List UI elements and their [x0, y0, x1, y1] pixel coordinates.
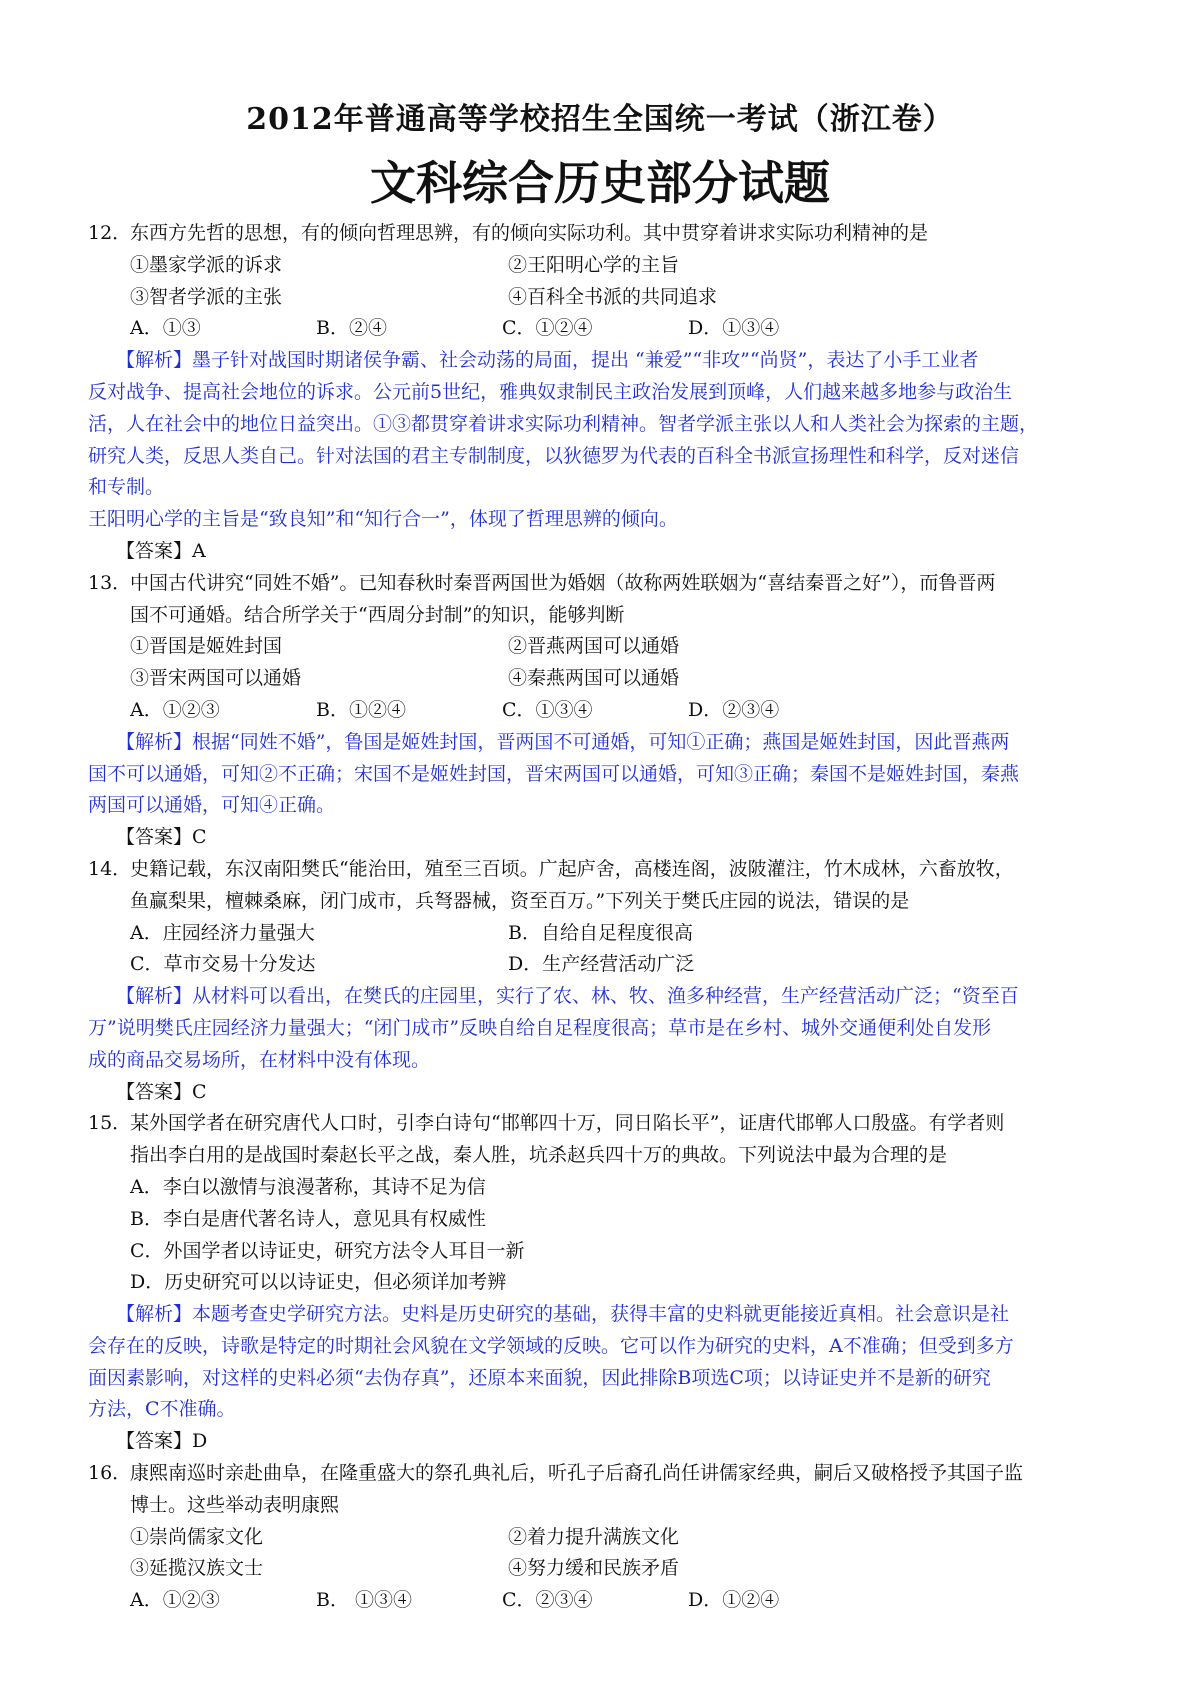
- statement-item: ③智者学派的主张: [130, 285, 283, 308]
- statement-item: ②着力提升满族文化: [508, 1525, 680, 1548]
- question-text: 康熙南巡时亲赴曲阜，在隆重盛大的祭孔典礼后，听孔子后裔孔尚任讲儒家经典，嗣后又破格授予其国子监: [130, 1462, 1024, 1485]
- analysis-line: 两国可以通婚，可知④正确。: [88, 794, 336, 817]
- analysis-line: 面因素影响，对这样的史料必须“去伪存真”，还原本来面貌，因此排除B项选C项；以诗证史并不是新的研究: [88, 1366, 991, 1389]
- choice-d: D．②③④: [688, 698, 780, 721]
- choice-d: D．①②④: [688, 1589, 780, 1612]
- option-row: [88, 250, 1118, 282]
- question-text: 指出李白用的是战国时秦赵长平之战，秦人胜，坑杀赵兵四十万的典故。下列说法中最为合理的是: [130, 1144, 948, 1167]
- choice-b: B．②④: [316, 317, 387, 340]
- analysis-line: 万”说明樊氏庄园经济力量强大；“闭门成市”反映自给自足程度很高；草市是在乡村、城外交通便利处自发形: [88, 1016, 992, 1039]
- choice-row: [88, 313, 1118, 345]
- choice-b: B． ①③④: [316, 1589, 413, 1612]
- statement-item: ④努力缓和民族矛盾: [508, 1557, 680, 1580]
- question-number: 15．: [88, 1112, 132, 1135]
- choice-b: B．自给自足程度很高: [508, 921, 693, 944]
- exam-subtitle: 文科综合历史部分试题: [370, 156, 830, 210]
- choice-d: D．生产经营活动广泛: [508, 953, 695, 976]
- option-row: [88, 1522, 1118, 1554]
- statement-item: ②王阳明心学的主旨: [508, 253, 680, 276]
- statement-item: ④秦燕两国可以通婚: [508, 667, 680, 690]
- choice-a: A．李白以激情与浪漫著称，其诗不足为信: [130, 1175, 486, 1198]
- statement-item: ③延揽汉族文士: [130, 1557, 264, 1580]
- analysis-line: 【解析】墨子针对战国时期诸侯争霸、社会动荡的局面，提出 “兼爱”“非攻”“尚贤”，表达了小手工业者: [116, 349, 979, 372]
- analysis-line: 和专制。: [88, 476, 165, 499]
- analysis-line: 国不可以通婚，可知②不正确；宋国不是姬姓封国，晋宋两国可以通婚，可知③正确；秦国不是姬姓封国，秦燕: [88, 762, 1020, 785]
- choice-c: C．①②④: [502, 317, 593, 340]
- choice-row: [88, 918, 1118, 950]
- analysis-line: 反对战争、提高社会地位的诉求。公元前5世纪，雅典奴隶制民主政治发展到顶峰，人们越来越多地参与政治生: [88, 380, 1013, 403]
- answer-line: 【答案】A: [116, 539, 206, 562]
- choice-a: A．庄园经济力量强大: [130, 921, 315, 944]
- question-number: 13．: [88, 571, 132, 594]
- analysis-line: 会存在的反映，诗歌是特定的时期社会风貌在文学领域的反映。它可以作为研究的史料，A不准确；但受到多方: [88, 1334, 1014, 1357]
- questions: [88, 218, 1118, 1617]
- choice-a: A．①②③: [130, 1589, 220, 1612]
- question-number: 12．: [88, 222, 132, 244]
- option-row: [88, 1553, 1118, 1585]
- question-text: 东西方先哲的思想，有的倾向哲理思辨，有的倾向实际功利。其中贯穿着讲求实际功利精神的是: [130, 222, 929, 244]
- analysis-line: 【解析】从材料可以看出，在樊氏的庄园里，实行了农、林、牧、渔多种经营，生产经营活动广泛；“资至百: [116, 985, 1019, 1008]
- answer-line: 【答案】C: [116, 826, 207, 849]
- analysis-line: 王阳明心学的主旨是“致良知”和“知行合一”，体现了哲理思辨的倾向。: [88, 508, 678, 531]
- choice-b: B．①②④: [316, 698, 406, 721]
- choice-d: D．①③④: [688, 317, 780, 340]
- question-text: 国不可通婚。结合所学关于“西周分封制”的知识，能够判断: [130, 603, 625, 626]
- answer-line: 【答案】C: [116, 1080, 207, 1103]
- choice-a: A．①②③: [130, 698, 220, 721]
- question-number: 14．: [88, 857, 132, 880]
- statement-item: ①崇尚儒家文化: [130, 1525, 264, 1548]
- choice-c: C．草市交易十分发达: [130, 953, 316, 976]
- question-12-stem: [88, 218, 1118, 250]
- analysis-line: 研究人类，反思人类自己。针对法国的君主专制制度，以狄德罗为代表的百科全书派宣扬理性和科学，反对迷信: [88, 444, 1020, 467]
- analysis-line: 活，人在社会中的地位日益突出。①③都贯穿着讲求实际功利精神。智者学派主张以人和人类社会为探索的主题，: [88, 412, 1039, 435]
- statement-item: ①墨家学派的诉求: [130, 253, 283, 276]
- choice-row: [88, 949, 1118, 981]
- question-15-stem: [88, 1108, 1118, 1140]
- statement-item: ①晋国是姬姓封国: [130, 635, 283, 658]
- statement-item: ③晋宋两国可以通婚: [130, 667, 302, 690]
- question-text: 中国古代讲究“同姓不婚”。已知春秋时秦晋两国世为婚姻（故称两姓联姻为“喜结秦晋之好”），而鲁晋两: [130, 571, 996, 594]
- exam-title: 2012年普通高等学校招生全国统一考试（浙江卷）: [246, 102, 954, 137]
- choice-a: A．①③: [130, 317, 201, 340]
- answer-line: 【答案】D: [116, 1430, 208, 1453]
- question-text: 鱼赢梨果，檀棘桑麻，闭门成市，兵弩器械，资至百万。”下列关于樊氏庄园的说法，错误的是: [130, 889, 910, 912]
- choice-row: [88, 695, 1118, 727]
- choice-row: [88, 1585, 1118, 1617]
- question-14-stem: [88, 854, 1118, 886]
- question-text: 史籍记载，东汉南阳樊氏“能治田，殖至三百顷。广起庐舍，高楼连阁，波陂灌注，竹木成林，六畜放牧，: [130, 857, 1014, 880]
- choice-c: C．外国学者以诗证史，研究方法令人耳目一新: [130, 1239, 525, 1262]
- question-text: 某外国学者在研究唐代人口时，引李白诗句“邯郸四十万，同日陷长平”，证唐代邯郸人口殷盛。有学者则: [130, 1112, 1005, 1135]
- question-text: 博士。这些举动表明康熙: [130, 1493, 340, 1516]
- analysis-line: 【解析】本题考查史学研究方法。史料是历史研究的基础，获得丰富的史料就更能接近真相。社会意识是社: [116, 1303, 1010, 1326]
- question-number: 16．: [88, 1462, 132, 1485]
- question-13-stem: [88, 568, 1118, 600]
- option-row: [88, 663, 1118, 695]
- analysis-line: 成的商品交易场所，在材料中没有体现。: [88, 1048, 431, 1071]
- option-row: [88, 631, 1118, 663]
- statement-item: ②晋燕两国可以通婚: [508, 635, 680, 658]
- analysis-line: 方法，C不准确。: [88, 1398, 236, 1421]
- question-16-stem: [88, 1458, 1118, 1490]
- analysis-line: 【解析】根据“同姓不婚”，鲁国是姬姓封国，晋两国不可通婚，可知①正确；燕国是姬姓封国，因此晋燕两: [116, 730, 1010, 753]
- choice-c: C．①③④: [502, 698, 593, 721]
- choice-b: B．李白是唐代著名诗人，意见具有权威性: [130, 1207, 486, 1230]
- option-row: [88, 282, 1118, 314]
- statement-item: ④百科全书派的共同追求: [508, 285, 718, 308]
- choice-c: C．②③④: [502, 1589, 593, 1612]
- choice-d: D．历史研究可以以诗证史，但必须详加考辨: [130, 1271, 507, 1294]
